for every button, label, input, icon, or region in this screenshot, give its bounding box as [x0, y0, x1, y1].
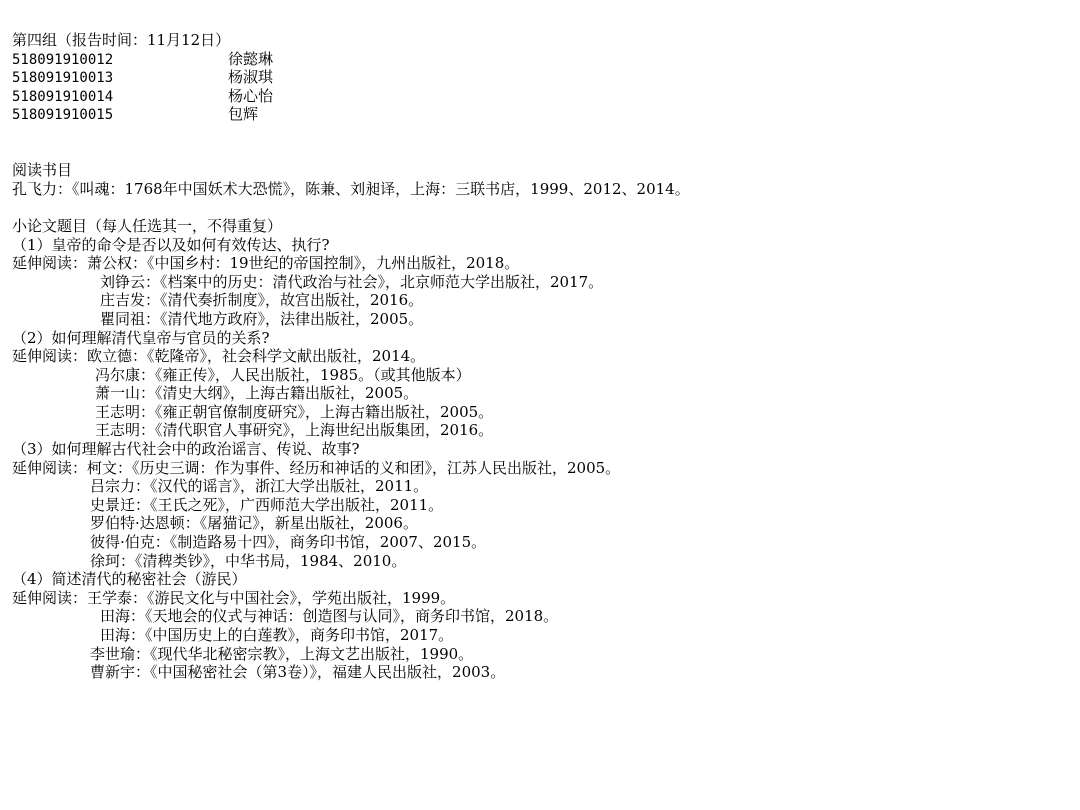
reading-entry: 王志明：《雍正朝官僚制度研究》，上海古籍出版社，2005。 [95, 402, 494, 421]
reading-entry: 瞿同祖：《清代地方政府》，法律出版社，2005。 [100, 309, 424, 328]
spacer [12, 198, 1072, 217]
student-id: 518091910013 [12, 70, 114, 87]
spacer [12, 124, 1072, 143]
member-row [12, 68, 1072, 87]
reading-entry: 徐珂：《清稗类钞》，中华书局，1984、2010。 [90, 551, 407, 570]
reading-entry: 吕宗力：《汉代的谣言》，浙江大学出版社，2011。 [90, 477, 429, 496]
reading-entry: 史景迁：《王氏之死》，广西师范大学出版社，2011。 [90, 495, 444, 514]
student-name: 杨淑琪 [228, 68, 274, 87]
reading-entry: 罗伯特·达恩顿：《屠猫记》，新星出版社，2006。 [90, 514, 418, 533]
student-id: 518091910012 [12, 51, 114, 68]
reading-entry: 田海：《中国历史上的白莲教》，商务印书馆，2017。 [100, 626, 454, 644]
reading-entry: 延伸阅读：萧公权：《中国乡村：19世纪的帝国控制》，九州出版社，2018。 [12, 254, 520, 273]
member-row [12, 87, 1072, 106]
group-title: 第四组（报告时间：11月12日） [12, 31, 231, 49]
topic-question: （1）皇帝的命令是否以及如何有效传达、执行? [12, 235, 330, 254]
reading-entry: 曹新宇：《中国秘密社会（第3卷）》，福建人民出版社，2003。 [90, 663, 506, 682]
student-name: 杨心怡 [228, 86, 274, 105]
spacer [12, 143, 1072, 162]
topic-question: （4）简述清代的秘密社会（游民） [12, 570, 247, 589]
member-row [12, 50, 1072, 69]
reading-entry: 冯尔康：《雍正传》，人民出版社，1985。（或其他版本） [95, 365, 471, 384]
member-row [12, 105, 1072, 124]
reading-heading: 阅读书目 [12, 161, 73, 180]
reading-entry: 延伸阅读：王学泰：《游民文化与中国社会》，学苑出版社，1999。 [12, 588, 456, 607]
reading-entry: 刘铮云：《档案中的历史：清代政治与社会》，北京师范大学出版社，2017。 [100, 272, 604, 291]
reading-book: 孔飞力：《叫魂：1768年中国妖术大恐慌》，陈兼、刘昶译，上海：三联书店，1999、2012、2014。 [12, 179, 690, 198]
reading-entry: 延伸阅读：柯文：《历史三调：作为事件、经历和神话的义和团》，江苏人民出版社，2005。 [12, 458, 621, 477]
topic-question: （2）如何理解清代皇帝与官员的关系? [12, 328, 270, 347]
reading-entry: 延伸阅读：欧立德：《乾隆帝》，社会科学文献出版社，2014。 [12, 347, 426, 366]
reading-entry: 萧一山：《清史大纲》，上海古籍出版社，2005。 [95, 384, 419, 403]
student-id: 518091910014 [12, 88, 114, 105]
document-page [12, 31, 1072, 682]
reading-entry: 田海：《天地会的仪式与神话：创造图与认同》，商务印书馆，2018。 [100, 607, 559, 626]
reading-entry: 庄吉发：《清代奏折制度》，故宫出版社，2016。 [100, 291, 424, 310]
student-name: 徐懿琳 [228, 49, 274, 68]
student-id: 518091910015 [12, 107, 114, 124]
reading-entry: 李世瑜：《现代华北秘密宗教》，上海文艺出版社，1990。 [90, 644, 474, 663]
student-name: 包辉 [228, 105, 259, 124]
topics-heading: 小论文题目（每人任选其一，不得重复） [12, 216, 283, 235]
reading-entry: 彼得·伯克：《制造路易十四》，商务印书馆，2007、2015。 [90, 533, 487, 552]
topic-question: （3）如何理解古代社会中的政治谣言、传说、故事? [12, 440, 360, 459]
reading-entry: 王志明：《清代职官人事研究》，上海世纪出版集团，2016。 [95, 421, 494, 440]
